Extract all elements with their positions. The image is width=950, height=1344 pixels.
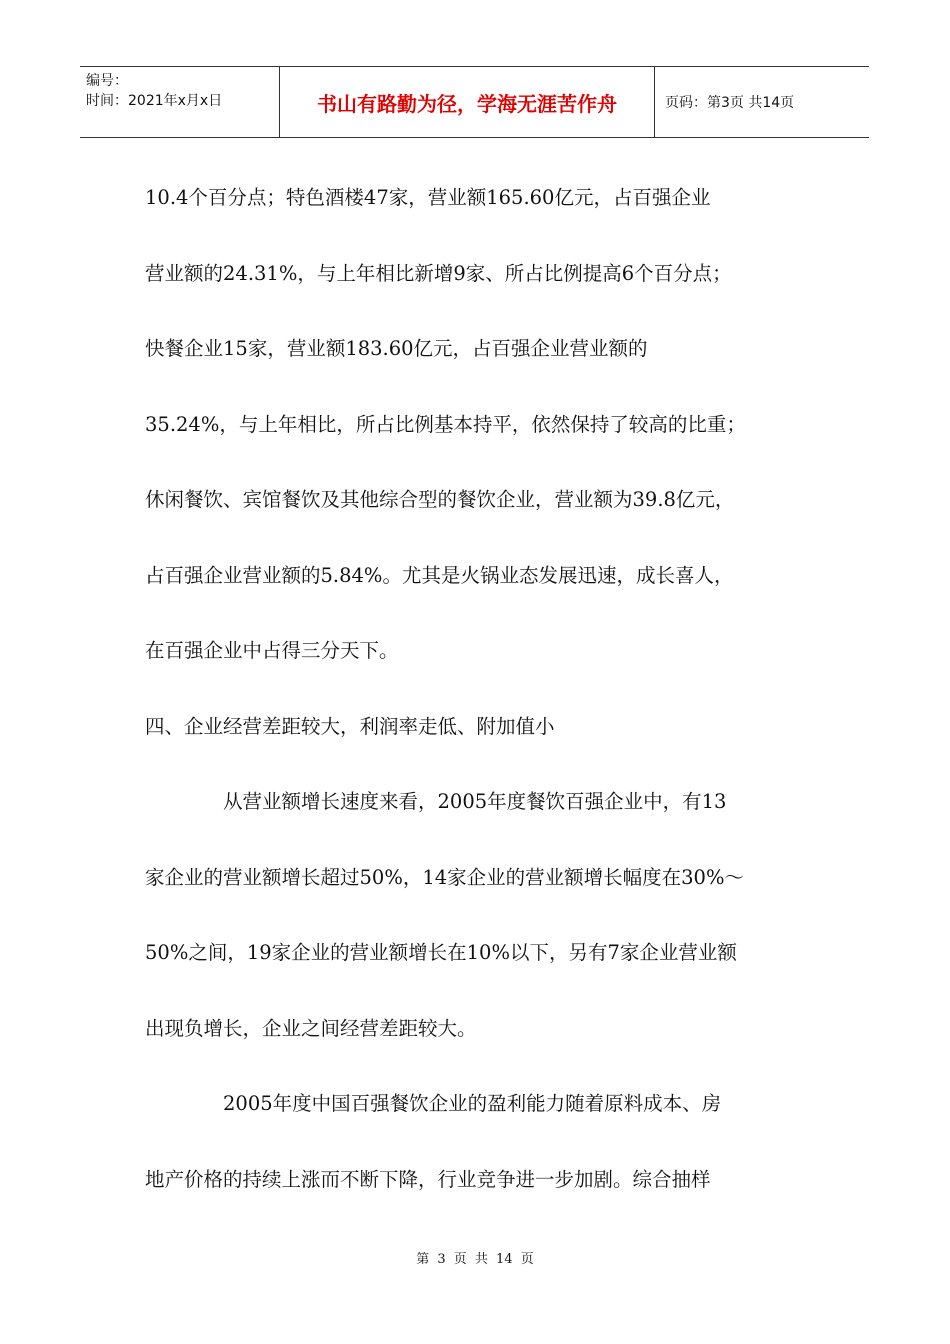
paragraph-start: 从营业额增长速度来看，2005年度餐饮百强企业中，有13 — [223, 790, 727, 813]
body-line: 休闲餐饮、宾馆餐饮及其他综合型的餐饮企业，营业额为39.8亿元， — [145, 488, 735, 511]
body-line: 10.4个百分点；特色酒楼47家，营业额165.60亿元，占百强企业 — [145, 186, 711, 209]
header-page-info: 页码：第3页 共14页 — [665, 95, 795, 111]
section-heading: 四、企业经营差距较大，利润率走低、附加值小 — [145, 714, 555, 738]
body-line: 营业额的24.31%，与上年相比新增9家、所占比例提高6个百分点； — [145, 261, 732, 285]
time-label: 时间：2021年x月x日 — [86, 93, 223, 109]
body-line: 占百强企业营业额的5.84%。尤其是火锅业态发展迅速，成长喜人， — [145, 563, 734, 587]
page-header — [80, 66, 869, 138]
paragraph-start: 2005年度中国百强餐饮企业的盈利能力随着原料成本、房 — [223, 1092, 722, 1115]
header-meta — [80, 67, 280, 137]
header-motto: 书山有路勤为径，学海无涯苦作舟 — [280, 67, 655, 137]
body-line: 快餐企业15家，营业额183.60亿元，占百强企业营业额的 — [145, 337, 648, 360]
body-line: 地产价格的持续上涨而不断下降，行业竞争进一步加剧。综合抽样 — [145, 1167, 711, 1191]
page-footer: 第 3 页 共 14 页 — [416, 1252, 534, 1267]
body-line: 家企业的营业额增长超过50%，14家企业的营业额增长幅度在30%～ — [145, 865, 744, 889]
body-line: 50%之间，19家企业的营业额增长在10%以下，另有7家企业营业额 — [145, 941, 737, 964]
body-line: 出现负增长，企业之间经营差距较大。 — [145, 1016, 477, 1040]
body-line: 在百强企业中占得三分天下。 — [145, 639, 399, 662]
body-line: 35.24%，与上年相比，所占比例基本持平，依然保持了较高的比重； — [145, 412, 746, 436]
serial-label: 编号： — [86, 73, 128, 89]
document-body — [145, 160, 815, 1217]
